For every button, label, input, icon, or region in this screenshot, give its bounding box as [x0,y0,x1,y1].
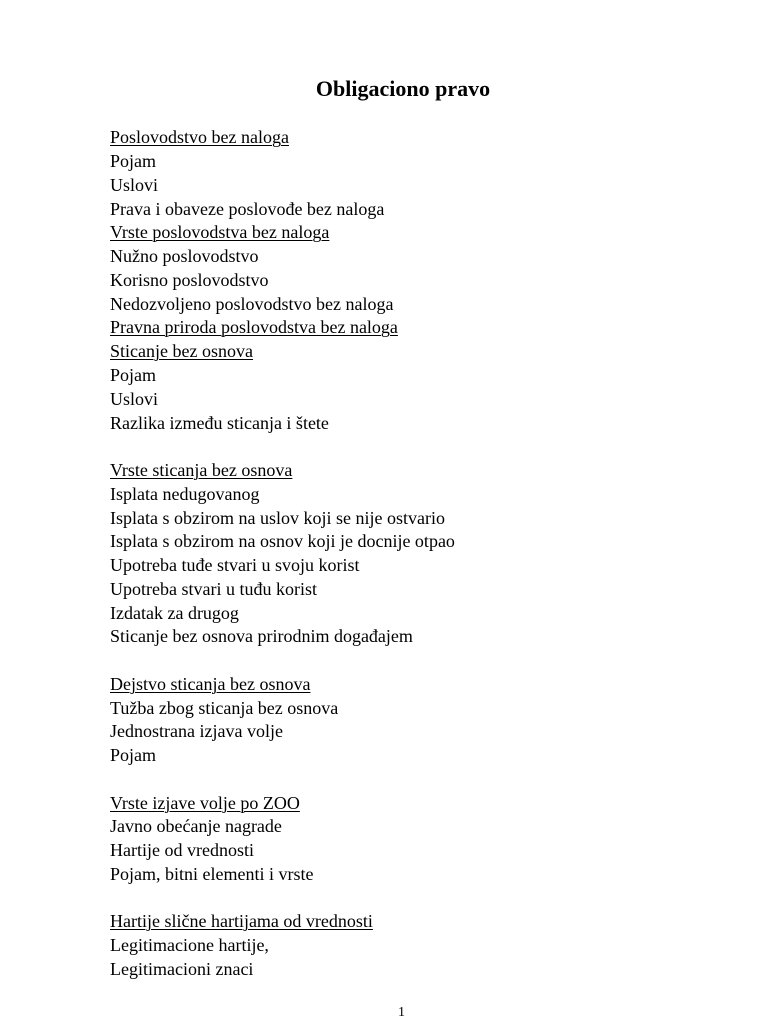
text-line: Korisno poslovodstvo [110,270,269,290]
text-line: Legitimacione hartije, [110,935,269,955]
text-line: Javno obećanje nagrade [110,816,282,836]
text-line: Jednostrana izjava volje [110,721,283,741]
text-line: Tužba zbog sticanja bez osnova [110,698,339,718]
section-heading: Vrste poslovodstva bez naloga [110,222,330,242]
text-line: Uslovi [110,389,159,409]
section-heading: Vrste sticanja bez osnova [110,460,293,480]
section-heading: Sticanje bez osnova [110,341,253,361]
text-line: Isplata s obzirom na uslov koji se nije ostvario [110,508,445,528]
text-line: Izdatak za drugog [110,603,239,623]
section-heading: Pravna priroda poslovodstva bez naloga [110,317,398,337]
section-heading: Poslovodstvo bez naloga [110,127,289,147]
text-line: Pojam [110,365,157,385]
text-line: Pojam [110,745,157,765]
text-line: Legitimacioni znaci [110,959,254,979]
text-line: Prava i obaveze poslovođe bez naloga [110,199,385,219]
text-line: Upotreba tuđe stvari u svoju korist [110,555,360,575]
text-line: Nužno poslovodstvo [110,246,259,266]
text-line: Isplata nedugovanog [110,484,260,504]
text-line: Uslovi [110,175,159,195]
page-number: 1 [398,1005,405,1020]
text-line: Isplata s obzirom na osnov koji je docnije otpao [110,531,455,551]
text-line: Sticanje bez osnova prirodnim događajem [110,626,413,646]
text-line: Pojam, bitni elementi i vrste [110,864,314,884]
section-heading: Dejstvo sticanja bez osnova [110,674,311,694]
text-line: Hartije od vrednosti [110,840,254,860]
text-line: Pojam [110,151,157,171]
section-heading: Vrste izjave volje po ZOO [110,793,300,813]
text-line: Upotreba stvari u tuđu korist [110,579,317,599]
text-line: Nedozvoljeno poslovodstvo bez naloga [110,294,394,314]
section-heading: Hartije slične hartijama od vrednosti [110,911,373,931]
text-line: Razlika između sticanja i štete [110,413,329,433]
page-title: Obligaciono pravo [315,76,491,101]
